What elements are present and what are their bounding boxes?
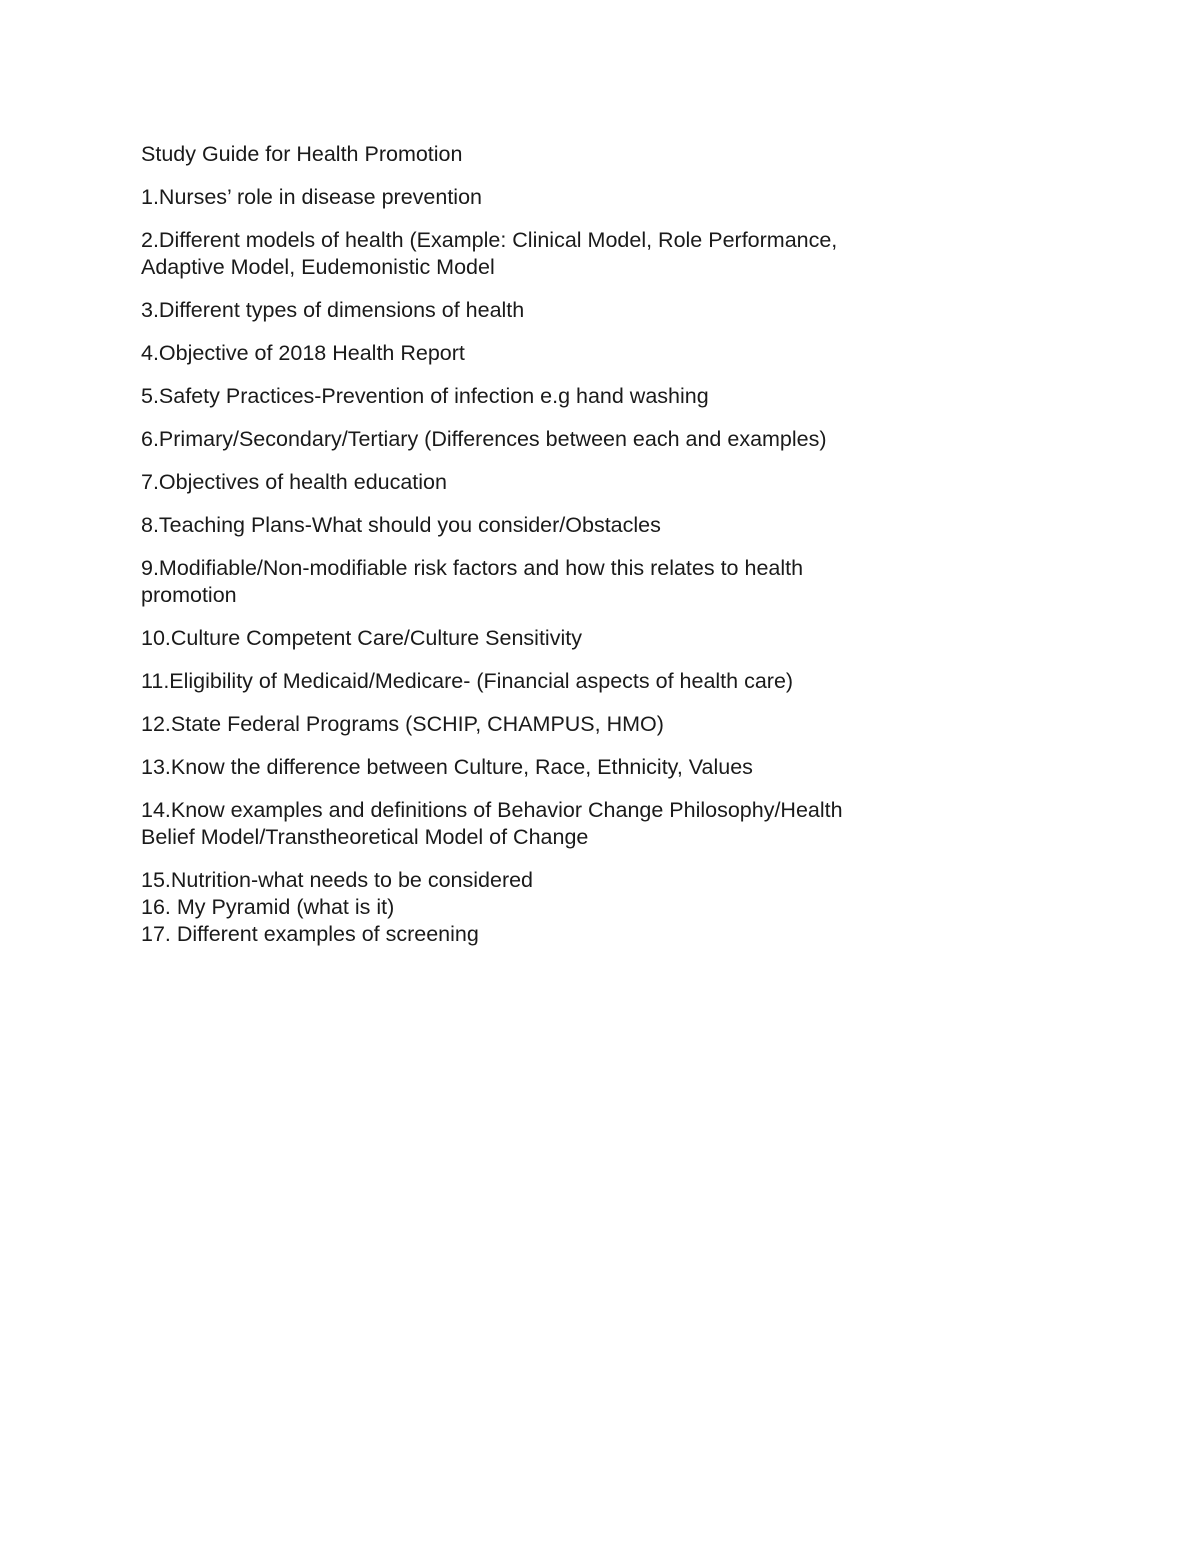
list-item: 14.Know examples and definitions of Behavior Change Philosophy/Health Belief Model/Transtheoretical Model of Change (141, 798, 843, 849)
list-item: 11.Eligibility of Medicaid/Medicare- (Financial aspects of health care) (141, 669, 794, 693)
list-item: 5.Safety Practices-Prevention of infection e.g hand washing (141, 384, 709, 408)
list-item: 15.Nutrition-what needs to be considered (141, 868, 534, 892)
list-item: 12.State Federal Programs (SCHIP, CHAMPUS, HMO) (141, 712, 664, 736)
list-item: 16. My Pyramid (what is it) (141, 895, 395, 919)
list-item: 10.Culture Competent Care/Culture Sensitivity (141, 626, 582, 650)
list-item: 17. Different examples of screening (141, 922, 479, 946)
list-item: 8.Teaching Plans-What should you consider/Obstacles (141, 513, 661, 537)
list-item: 1.Nurses’ role in disease prevention (141, 185, 482, 209)
list-item: 6.Primary/Secondary/Tertiary (Differences between each and examples) (141, 427, 827, 451)
page-title: Study Guide for Health Promotion (141, 142, 463, 166)
list-item: 2.Different models of health (Example: Clinical Model, Role Performance, Adaptive Model, Eudemonistic Model (141, 228, 838, 279)
list-item: 13.Know the difference between Culture, Race, Ethnicity, Values (141, 755, 753, 779)
list-item: 3.Different types of dimensions of health (141, 298, 525, 322)
list-item: 4.Objective of 2018 Health Report (141, 341, 465, 365)
list-item: 7.Objectives of health education (141, 470, 447, 494)
document-body (141, 141, 941, 948)
list-item: 9.Modifiable/Non-modifiable risk factors and how this relates to health promotion (141, 556, 804, 607)
